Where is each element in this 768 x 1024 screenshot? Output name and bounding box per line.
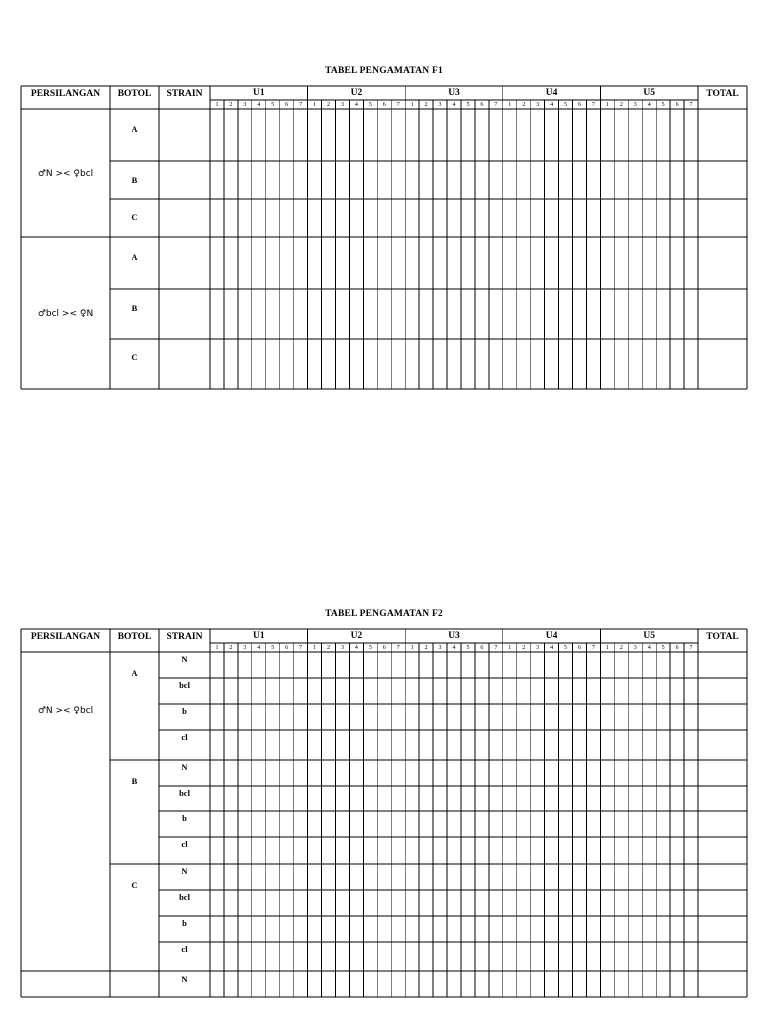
sub-column-number: 5 [661,102,665,109]
group-header-u4: U4 [545,631,558,641]
strain-label-cl: cl [181,839,188,849]
sub-column-number: 3 [536,645,540,652]
sub-column-number: 2 [327,102,331,109]
strain-label-b: b [182,813,187,823]
sub-column-number: 4 [257,102,261,109]
cross-label: ♂N >< ♀bcl [37,706,94,716]
sub-column-number: 6 [382,645,386,652]
strain-label-N: N [181,866,188,876]
sub-column-number: 5 [271,645,275,652]
f2-table-title: TABEL PENGAMATAN F2 [325,609,443,619]
group-header-u5: U5 [643,88,656,98]
sub-column-number: 6 [577,102,581,109]
botol-header: BOTOL [117,89,152,99]
group-header-u3: U3 [448,631,460,641]
sub-column-number: 4 [647,645,651,652]
sub-column-number: 4 [257,645,261,652]
sub-column-number: 6 [577,645,581,652]
sub-column-number: 1 [313,645,317,652]
sub-column-number: 3 [340,645,344,652]
sub-column-number: 3 [340,102,344,109]
group-header-u2: U2 [350,88,363,98]
botol-label-a: A [131,252,138,262]
sub-column-number: 2 [619,102,623,109]
sub-column-number: 1 [605,645,609,652]
strain-label-b: b [182,706,187,716]
sub-column-number: 4 [550,645,554,652]
sub-column-number: 4 [452,645,456,652]
strain-label-cl: cl [181,732,188,742]
sub-column-number: 6 [480,102,484,109]
sub-column-number: 1 [508,102,512,109]
sub-column-number: 5 [368,102,372,109]
strain-label-N: N [181,974,188,984]
total-header: TOTAL [706,632,739,642]
sub-column-number: 5 [564,645,568,652]
strain-label-bcl: bcl [179,892,190,902]
sub-column-number: 4 [550,102,554,109]
sub-column-number: 1 [508,645,512,652]
f1-table-title: TABEL PENGAMATAN F1 [325,66,443,76]
botol-label-a: A [131,668,138,678]
sub-column-number: 5 [661,645,665,652]
sub-column-number: 3 [633,645,637,652]
sub-column-number: 7 [396,645,400,652]
sub-column-number: 6 [675,102,679,109]
sub-column-number: 7 [494,102,498,109]
sub-column-number: 6 [382,102,386,109]
cross-label: ♂N >< ♀bcl [37,169,94,179]
total-header: TOTAL [706,89,739,99]
sub-column-number: 6 [285,645,289,652]
sub-column-number: 2 [522,645,526,652]
botol-label-a: A [131,124,138,134]
sub-column-number: 2 [327,645,331,652]
botol-label-c: C [131,352,138,362]
strain-label-N: N [181,654,188,664]
sub-column-number: 7 [299,102,303,109]
sub-column-number: 2 [424,645,428,652]
sub-column-number: 5 [271,102,275,109]
sub-column-number: 3 [243,102,247,109]
sub-column-number: 7 [591,645,595,652]
strain-header: STRAIN [166,632,203,642]
sub-column-number: 5 [466,645,470,652]
group-header-u1: U1 [252,631,265,641]
strain-header: STRAIN [166,89,203,99]
persilangan-header: PERSILANGAN [30,89,101,99]
group-header-u2: U2 [350,631,363,641]
sub-column-number: 1 [410,645,414,652]
sub-column-number: 3 [536,102,540,109]
group-header-u4: U4 [545,88,558,98]
strain-label-bcl: bcl [179,680,190,690]
sub-column-number: 7 [591,102,595,109]
strain-label-b: b [182,918,187,928]
strain-label-cl: cl [181,944,188,954]
persilangan-header: PERSILANGAN [30,632,101,642]
sub-column-number: 6 [480,645,484,652]
sub-column-number: 7 [689,645,693,652]
sub-column-number: 6 [285,102,289,109]
sub-column-number: 3 [633,102,637,109]
botol-label-b: B [131,303,138,313]
sub-column-number: 5 [466,102,470,109]
sub-column-number: 4 [354,102,358,109]
strain-label-N: N [181,762,188,772]
sub-column-number: 5 [368,645,372,652]
botol-label-c: C [131,212,138,222]
cross-label: ♂bcl >< ♀N [37,309,94,319]
strain-label-bcl: bcl [179,788,190,798]
sub-column-number: 1 [410,102,414,109]
sub-column-number: 6 [675,645,679,652]
group-header-u5: U5 [643,631,656,641]
sub-column-number: 4 [452,102,456,109]
sub-column-number: 5 [564,102,568,109]
sub-column-number: 2 [424,102,428,109]
sub-column-number: 1 [215,645,219,652]
sub-column-number: 2 [229,102,233,109]
sub-column-number: 2 [229,645,233,652]
sub-column-number: 2 [522,102,526,109]
sub-column-number: 4 [354,645,358,652]
botol-label-b: B [131,776,138,786]
sub-column-number: 4 [647,102,651,109]
sub-column-number: 2 [619,645,623,652]
group-header-u3: U3 [448,88,460,98]
sub-column-number: 7 [689,102,693,109]
sub-column-number: 3 [243,645,247,652]
group-header-u1: U1 [252,88,265,98]
botol-label-b: B [131,175,138,185]
sub-column-number: 7 [396,102,400,109]
botol-label-c: C [131,880,138,890]
sub-column-number: 3 [438,102,442,109]
botol-header: BOTOL [117,632,152,642]
sub-column-number: 3 [438,645,442,652]
sub-column-number: 7 [494,645,498,652]
sub-column-number: 1 [605,102,609,109]
sub-column-number: 1 [313,102,317,109]
sub-column-number: 7 [299,645,303,652]
sub-column-number: 1 [215,102,219,109]
